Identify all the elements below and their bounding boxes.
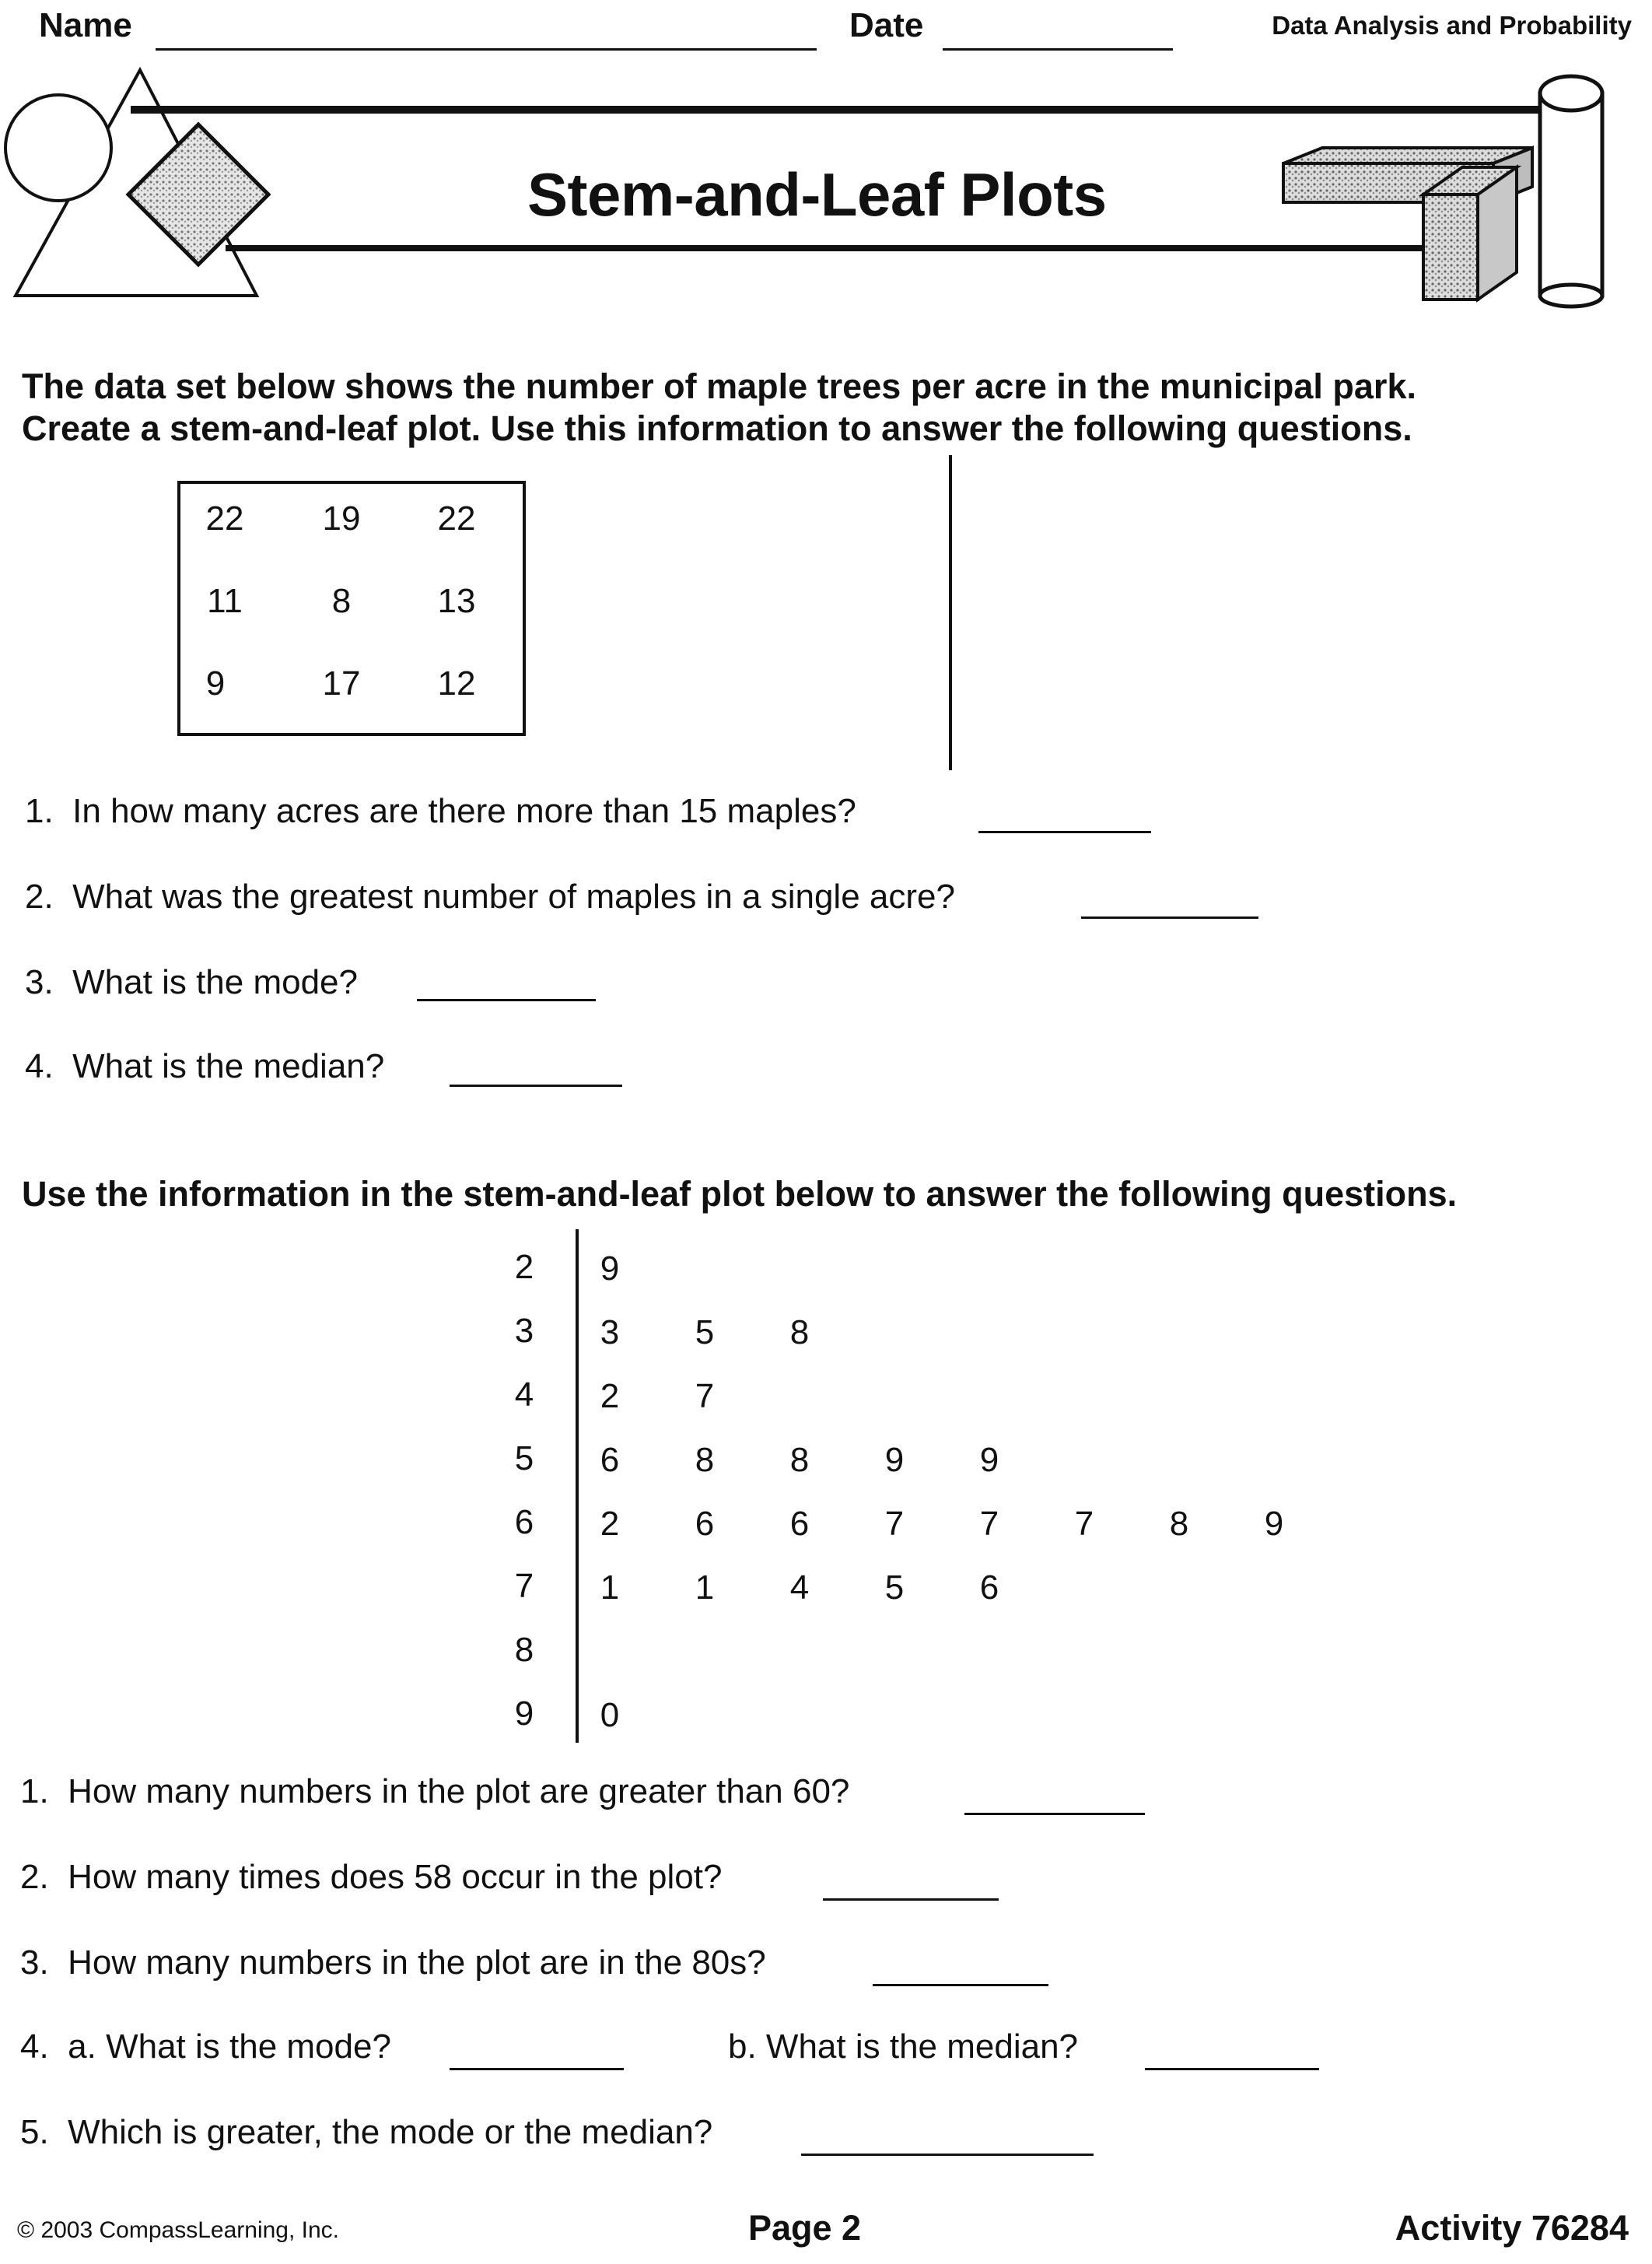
subject-heading: Data Analysis and Probability	[1272, 11, 1632, 40]
leaf: 8	[789, 1313, 810, 1351]
stem-8: 8	[514, 1631, 534, 1669]
s2-answer-2[interactable]	[823, 1898, 999, 1901]
s2-question-1: 1. How many numbers in the plot are greater than 60?	[20, 1772, 850, 1810]
s2-answer-5[interactable]	[801, 2154, 1094, 2156]
s2-question-5: 5. Which is greater, the mode or the median?	[20, 2113, 713, 2151]
leaf: 0	[600, 1696, 620, 1734]
stem-4: 4	[514, 1376, 534, 1414]
activity-number: Activity 76284	[1395, 2208, 1629, 2248]
prism-cylinder-illustration	[1276, 70, 1618, 311]
s2-answer-4a[interactable]	[450, 2068, 624, 2070]
s2-question-3: 3. How many numbers in the plot are in the 80s?	[20, 1943, 766, 1982]
s1-question-3: 3. What is the mode?	[25, 963, 359, 1001]
leaf: 7	[884, 1505, 905, 1543]
name-field[interactable]	[156, 48, 817, 51]
geometric-shapes-illustration	[0, 62, 296, 311]
section1-instructions-line2: Create a stem-and-leaf plot. Use this information to answer the following questions.	[22, 408, 1412, 448]
stem-leaf-divider	[576, 1229, 579, 1743]
data-value: 8	[331, 582, 352, 620]
blank-plot-divider	[949, 455, 952, 770]
leaf: 3	[600, 1313, 620, 1351]
date-label: Date	[849, 6, 924, 44]
s1-answer-1[interactable]	[978, 831, 1151, 833]
s1-question-1: 1. In how many acres are there more than 15 maples?	[25, 792, 856, 830]
leaf: 6	[600, 1441, 620, 1479]
stem-3: 3	[514, 1312, 534, 1350]
s1-answer-3[interactable]	[417, 999, 596, 1001]
leaf: 9	[884, 1441, 905, 1479]
leaf: 6	[979, 1568, 999, 1607]
stem-9: 9	[514, 1694, 534, 1733]
stem-5: 5	[514, 1439, 534, 1477]
leaf: 4	[789, 1568, 810, 1607]
leaf: 2	[600, 1505, 620, 1543]
copyright-text: © 2003 CompassLearning, Inc.	[17, 2217, 340, 2243]
page-title: Stem-and-Leaf Plots	[527, 160, 1107, 229]
leaf: 6	[695, 1505, 715, 1543]
leaf: 9	[600, 1249, 620, 1288]
name-label: Name	[39, 6, 132, 44]
leaf: 7	[1074, 1505, 1094, 1543]
date-field[interactable]	[943, 48, 1173, 51]
page-number: Page 2	[748, 2208, 862, 2248]
s2-question-2: 2. How many times does 58 occur in the plot?	[20, 1858, 723, 1896]
leaf: 7	[979, 1505, 999, 1543]
stem-2: 2	[514, 1248, 534, 1286]
leaf: 2	[600, 1377, 620, 1415]
leaf: 1	[695, 1568, 715, 1607]
section2-instructions: Use the information in the stem-and-leaf plot below to answer the following questions.	[22, 1174, 1458, 1214]
stem-7: 7	[514, 1567, 534, 1605]
s1-question-2: 2. What was the greatest number of maples in a single acre?	[25, 878, 955, 916]
s1-answer-2[interactable]	[1081, 916, 1258, 919]
stem-6: 6	[514, 1503, 534, 1541]
s2-question-4a: 4. a. What is the mode?	[20, 2027, 391, 2066]
data-set-box	[177, 481, 526, 736]
leaf: 8	[789, 1441, 810, 1479]
leaf: 8	[1169, 1505, 1189, 1543]
s1-question-4: 4. What is the median?	[25, 1047, 385, 1085]
s1-answer-4[interactable]	[450, 1085, 622, 1087]
leaf: 6	[789, 1505, 810, 1543]
data-value: 19	[322, 499, 361, 538]
data-value: 22	[437, 499, 476, 538]
s2-answer-1[interactable]	[964, 1813, 1145, 1815]
data-value: 13	[437, 582, 476, 620]
data-value: 12	[437, 664, 476, 703]
s2-answer-3[interactable]	[873, 1984, 1048, 1986]
leaf: 7	[695, 1377, 715, 1415]
leaf: 9	[1264, 1505, 1284, 1543]
data-value: 9	[205, 664, 226, 703]
data-value: 22	[205, 499, 244, 538]
leaf: 5	[695, 1313, 715, 1351]
leaf: 1	[600, 1568, 620, 1607]
s2-question-4b: b. What is the median?	[728, 2027, 1079, 2066]
s2-answer-4b[interactable]	[1145, 2068, 1319, 2070]
leaf: 9	[979, 1441, 999, 1479]
leaf: 8	[695, 1441, 715, 1479]
data-value: 11	[207, 582, 243, 620]
section1-instructions-line1: The data set below shows the number of maple trees per acre in the municipal park.	[22, 366, 1416, 406]
leaf: 5	[884, 1568, 905, 1607]
data-value: 17	[322, 664, 361, 703]
